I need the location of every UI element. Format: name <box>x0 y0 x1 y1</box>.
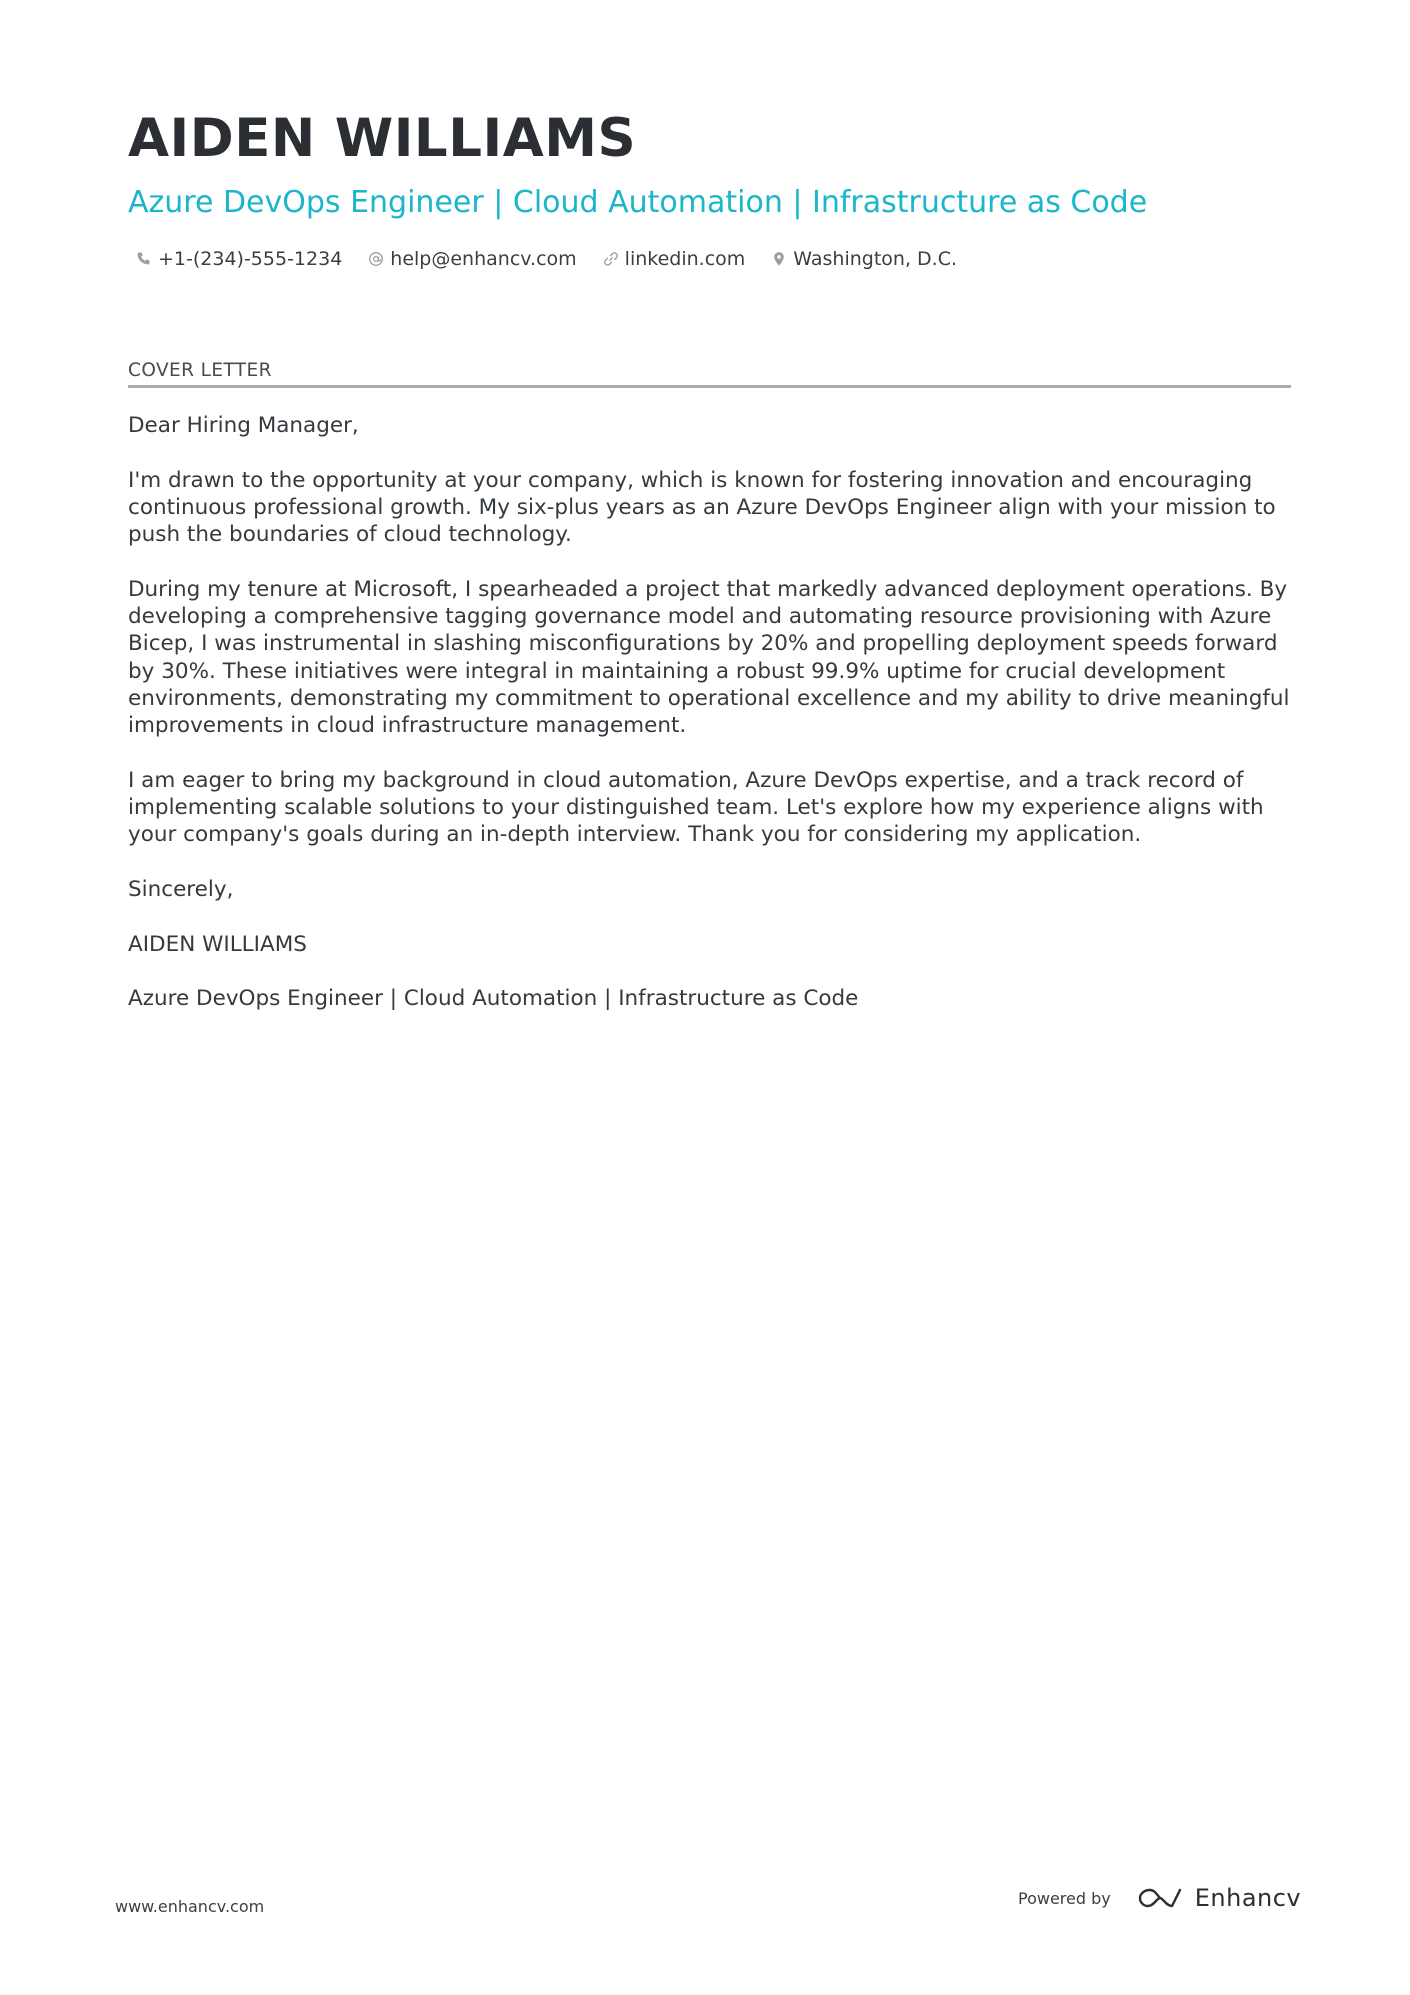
letter-paragraph: During my tenure at Microsoft, I spearheaded a project that markedly advanced deployment operations. By developing a comprehensive tagging governance model and automating resource provisioning with Azure Bicep, I was instrumental in slashing misconfigurations by 20% and propelling deployment speeds forward by 30%. These initiatives were integral in maintaining a robust 99.9% uptime for crucial development environments, demonstrating my commitment to operational excellence and my ability to drive meaningful improvements in cloud infrastructure management. <box>128 576 1290 739</box>
location-icon <box>771 251 787 267</box>
section-divider <box>128 385 1291 388</box>
at-icon <box>368 251 384 267</box>
letter-body <box>128 412 1291 1040</box>
email-address[interactable]: help@enhancv.com <box>390 248 577 270</box>
link-icon <box>603 251 619 267</box>
phone-icon <box>136 251 152 267</box>
footer-branding <box>1018 1884 1301 1912</box>
letter-closing: Sincerely, <box>128 877 234 903</box>
signature-name: AIDEN WILLIAMS <box>128 931 307 957</box>
location-text: Washington, D.C. <box>793 248 958 270</box>
candidate-headline: Azure DevOps Engineer | Cloud Automation | Infrastructure as Code <box>128 185 1148 220</box>
section-title-cover-letter: COVER LETTER <box>128 360 272 381</box>
letter-salutation: Dear Hiring Manager, <box>128 413 359 438</box>
letter-paragraph: I am eager to bring my background in cloud automation, Azure DevOps expertise, and a track record of implementing scalable solutions to your distinguished team. Let's explore how my experience aligns with your company's goals during an in-depth interview. Thank you for considering my application. <box>128 767 1264 848</box>
contact-bar <box>136 248 957 270</box>
candidate-name: AIDEN WILLIAMS <box>128 108 637 169</box>
footer-website[interactable]: www.enhancv.com <box>115 1897 265 1916</box>
letter-paragraph: I'm drawn to the opportunity at your company, which is known for fostering innovation and encouraging continuous professional growth. My six-plus years as an Azure DevOps Engineer align with your mission to push the boundaries of cloud technology. <box>128 467 1276 548</box>
contact-phone <box>136 248 342 270</box>
phone-number[interactable]: +1-(234)-555-1234 <box>158 248 343 270</box>
signature-title: Azure DevOps Engineer | Cloud Automation | Infrastructure as Code <box>128 986 859 1012</box>
contact-linkedin <box>603 248 746 270</box>
enhancv-logo-icon <box>1137 1885 1183 1911</box>
powered-by-label: Powered by <box>1018 1888 1111 1908</box>
brand-name: Enhancv <box>1194 1884 1302 1912</box>
linkedin-link[interactable]: linkedin.com <box>624 248 746 270</box>
brand-logo[interactable] <box>1137 1884 1301 1912</box>
contact-location <box>771 248 957 270</box>
contact-email <box>368 248 576 270</box>
